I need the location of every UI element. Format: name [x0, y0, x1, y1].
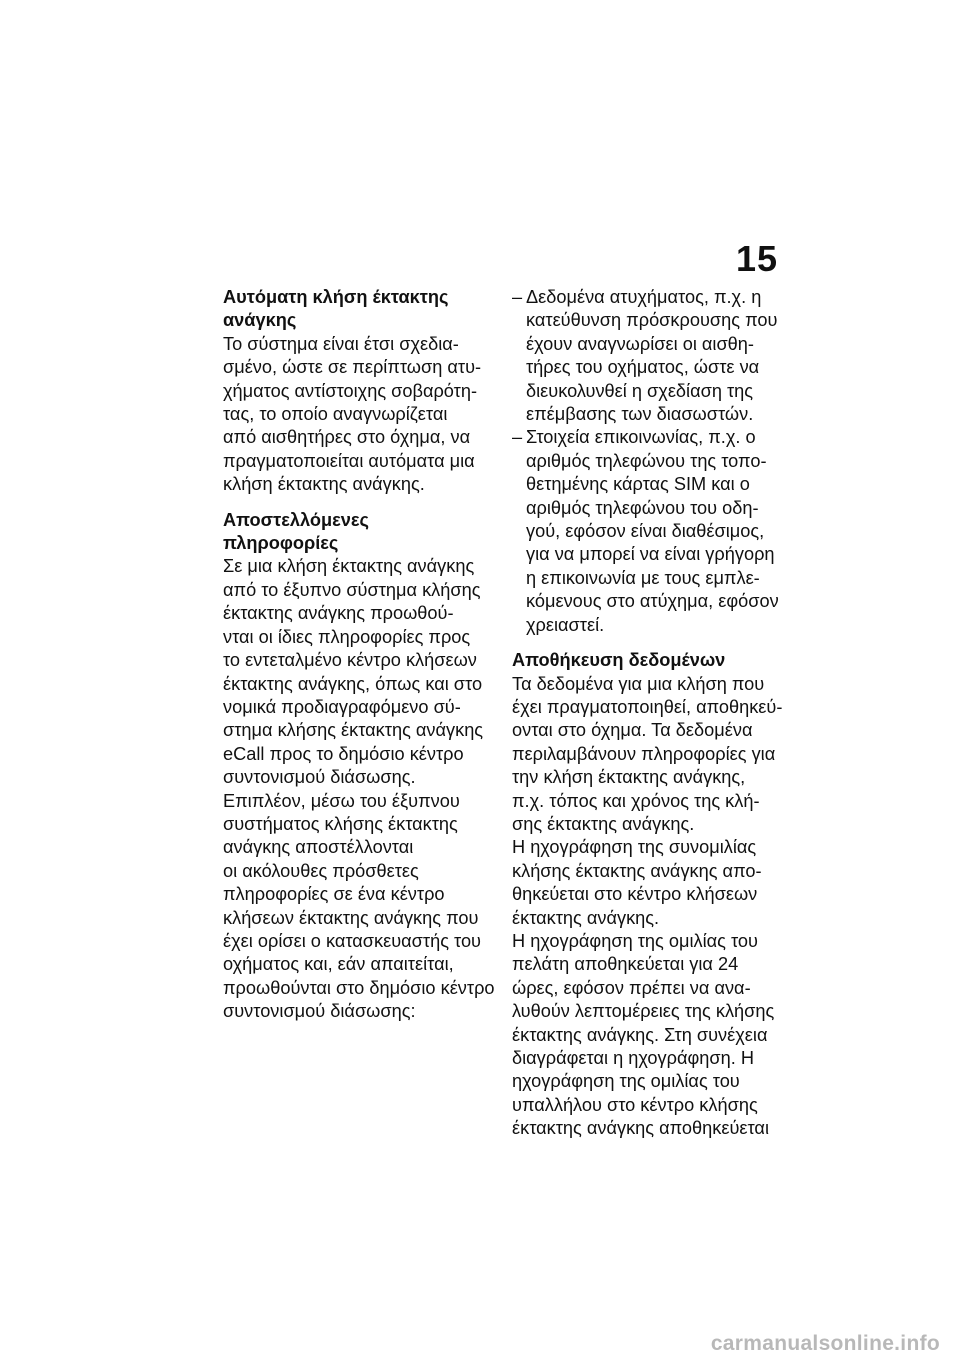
body-line: ώρες, εφόσον πρέπει να ανα-: [512, 977, 751, 998]
body-line: έχει ορίσει ο κατασκευαστής του: [223, 930, 481, 951]
body-line: κλήση έκτακτης ανάγκης.: [223, 474, 425, 495]
body-line: σμένο, ώστε σε περίπτωση ατυ-: [223, 357, 482, 378]
section-heading-line: Αποστελλόμενες: [223, 509, 369, 530]
list-item: [512, 286, 798, 426]
body-line: πληροφορίες σε ένα κέντρο: [223, 884, 445, 905]
body-line: κλήσης έκτακτης ανάγκης απο-: [512, 860, 762, 881]
body-line: Η ηχογράφηση της ομιλίας του: [512, 930, 758, 951]
body-line: πελάτη αποθηκεύεται για 24: [512, 954, 739, 975]
list-item-line: διευκολυνθεί η σχεδίαση της: [526, 380, 754, 401]
body-line: Το σύστημα είναι έτσι σχεδια-: [223, 333, 459, 354]
body-line: συντονισμού διάσωσης:: [223, 1001, 416, 1022]
body-line: διαγράφεται η ηχογράφηση. Η: [512, 1048, 754, 1068]
dash-bullet: –: [512, 287, 523, 307]
body-line: οχήματος και, εάν απαιτείται,: [223, 954, 454, 975]
list-item-line: επέμβασης των διασωστών.: [526, 404, 754, 425]
section-heading-line: Αυτόματη κλήση έκτακτης: [223, 287, 449, 307]
body-line: Σε μια κλήση έκτακτης ανάγκης: [223, 556, 475, 577]
body-line: από αισθητήρες στο όχημα, να: [223, 427, 471, 448]
list-item-line: κόμενους στο ατύχημα, εφόσον: [526, 591, 779, 612]
body-line: ανάγκης αποστέλλονται: [223, 837, 414, 858]
body-line: έκτακτης ανάγκης προωθού-: [223, 603, 454, 624]
body-line: έκτακτης ανάγκης αποθηκεύεται: [512, 1118, 769, 1139]
body-line: σης έκτακτης ανάγκης.: [512, 813, 695, 834]
body-line: τας, το οποίο αναγνωρίζεται: [223, 404, 448, 425]
body-line: συστήματος κλήσης έκτακτης: [223, 813, 458, 834]
body-line: πραγματοποιείται αυτόματα μια: [223, 450, 475, 471]
section-data-storage: [512, 649, 798, 1141]
list-item-line: έχουν αναγνωρίσει οι αισθη-: [526, 333, 754, 354]
list-item-line: η επικοινωνία με τους εμπλε-: [526, 567, 760, 588]
additional-info-list: [512, 286, 798, 637]
list-item-line: θετημένης κάρτας SIM και ο: [526, 474, 750, 495]
body-line: Τα δεδομένα για μια κλήση που: [512, 673, 765, 694]
body-line: οι ακόλουθες πρόσθετες: [223, 860, 419, 881]
list-item-line: Στοιχεία επικοινωνίας, π.χ. ο: [526, 427, 756, 448]
watermark-text: carmanualsonline.info: [710, 1332, 940, 1355]
section-heading-line: Αποθήκευση δεδομένων: [512, 650, 726, 671]
body-line: έκτακτης ανάγκης.: [512, 907, 660, 928]
section-automatic-call: [223, 286, 505, 497]
body-line: έχει πραγματοποιηθεί, αποθηκεύ-: [512, 696, 783, 717]
list-item-line: αριθμός τηλεφώνου της τοπο-: [526, 450, 767, 471]
list-item: [512, 426, 798, 637]
body-line: προωθούνται στο δημόσιο κέντρο: [223, 977, 495, 998]
body-line: το εντεταλμένο κέντρο κλήσεων: [223, 650, 477, 671]
body-line: π.χ. τόπος και χρόνος της κλή-: [512, 790, 760, 811]
body-line: Επιπλέον, μέσω του έξυπνου: [223, 790, 460, 811]
list-item-line: Δεδομένα ατυχήματος, π.χ. η: [526, 287, 762, 307]
body-line: νται οι ίδιες πληροφορίες προς: [223, 626, 471, 647]
body-line: υπαλλήλου στο κέντρο κλήσης: [512, 1094, 758, 1115]
right-column: [512, 286, 798, 1141]
body-line: συντονισμού διάσωσης.: [223, 767, 416, 788]
list-item-line: γού, εφόσον είναι διαθέσιμος,: [526, 521, 765, 542]
list-item-line: αριθμός τηλεφώνου του οδη-: [526, 497, 759, 518]
list-item-line: κατεύθυνση πρόσκρουσης που: [526, 310, 778, 331]
spacer: [512, 637, 798, 649]
body-line: λυθούν λεπτομέρειες της κλήσης: [512, 1001, 775, 1022]
body-line: στημα κλήσης έκτακτης ανάγκης: [223, 720, 484, 741]
dash-bullet: –: [512, 427, 523, 448]
body-line: ονται στο όχημα. Τα δεδομένα: [512, 720, 753, 741]
body-line: κλήσεων έκτακτης ανάγκης που: [223, 907, 479, 928]
section-heading-line: ανάγκης: [223, 310, 297, 331]
body-line: έκτακτης ανάγκης, όπως και στο: [223, 673, 483, 694]
body-line: περιλαμβάνουν πληροφορίες για: [512, 743, 776, 764]
body-line: ηχογράφηση της ομιλίας του: [512, 1071, 740, 1092]
body-line: από το έξυπνο σύστημα κλήσης: [223, 579, 481, 600]
body-line: χήματος αντίστοιχης σοβαρότη-: [223, 380, 478, 401]
section-heading-line: πληροφορίες: [223, 533, 339, 554]
body-line: θηκεύεται στο κέντρο κλήσεων: [512, 884, 758, 905]
left-column: [223, 286, 505, 1024]
section-sent-information: [223, 509, 505, 1024]
spacer: [223, 497, 505, 509]
body-line: Η ηχογράφηση της συνομιλίας: [512, 837, 757, 858]
body-line: έκτακτης ανάγκης. Στη συνέχεια: [512, 1024, 768, 1045]
body-line: νομικά προδιαγραφόμενο σύ-: [223, 696, 461, 717]
page-number: 15: [735, 238, 778, 279]
list-item-line: για να μπορεί να είναι γρήγορη: [526, 544, 775, 565]
body-line: eCall προς το δημόσιο κέντρο: [223, 743, 464, 764]
body-line: την κλήση έκτακτης ανάγκης,: [512, 767, 746, 788]
list-item-line: χρειαστεί.: [526, 614, 605, 635]
list-item-line: τήρες του οχήματος, ώστε να: [526, 357, 760, 378]
